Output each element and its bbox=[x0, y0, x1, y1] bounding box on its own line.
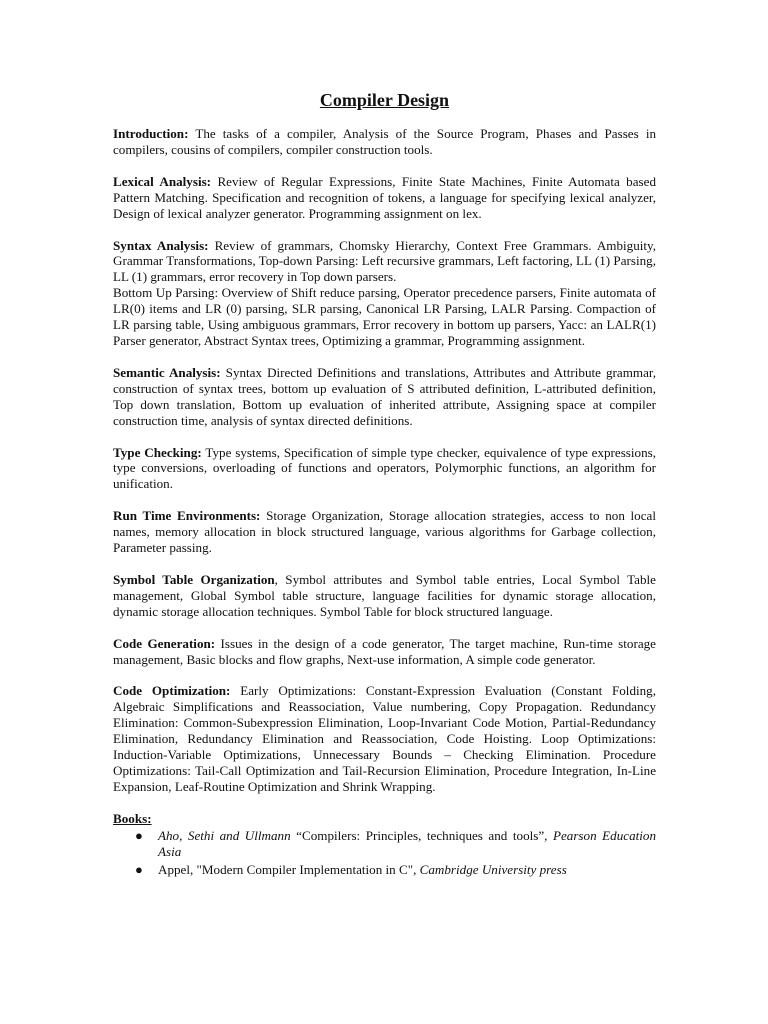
section-paragraph bbox=[113, 285, 656, 349]
books-list bbox=[113, 828, 656, 878]
section-text: Issues in the design of a code generator, The target machine, Run-time storage management, Basic blocks and flow graphs, Next-use information, A simple code generator. bbox=[113, 635, 656, 667]
section-heading: Run Time Environments: bbox=[113, 508, 261, 524]
section-introduction bbox=[113, 126, 656, 158]
section-heading: Introduction: bbox=[113, 126, 189, 141]
section-heading: Type Checking: bbox=[113, 444, 202, 460]
section-symbol-table-organization bbox=[113, 572, 656, 620]
section-paragraph bbox=[113, 174, 656, 222]
page-title: Compiler Design bbox=[319, 90, 450, 110]
section-text: Review of Regular Expressions, Finite State Machines, Finite Automata based Pattern Matching. Specification and recognition of tokens, a language for specifying lexical analyzer, Design of lexical analyzer generator. Programming assignment on lex. bbox=[113, 173, 656, 221]
section-paragraph bbox=[113, 683, 656, 794]
book-publisher: Pearson Education Asia bbox=[158, 827, 656, 859]
section-paragraph bbox=[113, 445, 656, 493]
section-semantic-analysis bbox=[113, 365, 656, 429]
bullet-icon: ● bbox=[135, 861, 143, 877]
book-title: "Modern Compiler Implementation in C", bbox=[193, 861, 420, 877]
section-heading: Code Generation: bbox=[113, 635, 216, 651]
section-text: Syntax Directed Definitions and translations, Attributes and Attribute grammar, construction of syntax trees, bottom up evaluation of S attributed definition, L-attributed definition, Top down translation, Bottom up evaluation of inherited attribute, Assigning space at compiler construction time, analysis of syntax directed definitions. bbox=[113, 364, 656, 428]
section-code-optimization bbox=[113, 683, 656, 794]
section-type-checking bbox=[113, 445, 656, 493]
section-paragraph bbox=[113, 572, 656, 620]
section-text: The tasks of a compiler, Analysis of the Source Program, Phases and Passes in compilers, cousins of compilers, compiler construction tools. bbox=[113, 126, 657, 157]
section-paragraph bbox=[113, 508, 656, 556]
list-item bbox=[135, 827, 656, 860]
section-text: , Symbol attributes and Symbol table entries, Local Symbol Table management, Global Symbol table structure, language facilities for dynamic storage allocation, dynamic storage allocation techniques. Symbol Table for block structured language. bbox=[113, 571, 656, 619]
book-publisher: Cambridge University press bbox=[419, 861, 567, 877]
section-heading: Symbol Table Organization bbox=[113, 571, 275, 587]
section-heading: Semantic Analysis: bbox=[113, 364, 221, 380]
section-text: Type systems, Specification of simple type checker, equivalence of type expressions, type conversions, overloading of functions and operators, Polymorphic functions, an algorithm for unification. bbox=[113, 444, 657, 492]
section-syntax-analysis bbox=[113, 238, 656, 349]
section-paragraph bbox=[113, 238, 656, 286]
book-authors: Appel, bbox=[158, 861, 194, 877]
section-text: Early Optimizations: Constant-Expression Evaluation (Constant Folding, Algebraic Simplifications and Reassociation, Value numbering, Copy Propagation. Redundancy Elimination: Common-Subexpression Elimination, Loop-Invariant Code Motion, Partial-Redundancy Elimination, Redundancy Elimination and Reassociation, Code Hoisting. Loop Optimizations: Induction-Variable Optimizations, Unnecessary Bounds – Checking Elimination. Procedure Optimizations: Tail-Call Optimization and Tail-Recursion Elimination, Procedure Integration, In-Line Expansion, Leaf-Routine Optimization and Shrink Wrapping. bbox=[113, 683, 656, 794]
section-lexical-analysis bbox=[113, 174, 656, 222]
section-heading: Code Optimization: bbox=[113, 683, 231, 699]
section-code-generation bbox=[113, 636, 656, 668]
book-title: “Compilers: Principles, techniques and tools”, bbox=[290, 827, 553, 843]
bullet-icon: ● bbox=[135, 827, 143, 843]
section-text: Bottom Up Parsing: Overview of Shift reduce parsing, Operator precedence parsers, Finite automata of LR(0) items and LR (0) parsing, SLR parsing, Canonical LR Parsing, LALR Parsing. Compaction of LR parsing table, Using ambiguous grammars, Error recovery in bottom up parsers, Yacc: an LALR(1) Parser generator, Abstract Syntax trees, Optimizing a grammar, Programming assignment. bbox=[113, 285, 656, 348]
section-heading: Syntax Analysis: bbox=[113, 237, 209, 253]
section-text: Storage Organization, Storage allocation strategies, access to non local names, memory allocation in block structured language, various algorithms for Garbage collection, Parameter passing. bbox=[113, 508, 656, 556]
section-paragraph bbox=[113, 126, 656, 158]
section-text: Review of grammars, Chomsky Hierarchy, Context Free Grammars. Ambiguity, Grammar Transformations, Top-down Parsing: Left recursive grammars, Left factoring, LL (1) Parsing, LL (1) grammars, error recovery in Top down parsers. bbox=[113, 237, 656, 285]
section-heading: Lexical Analysis: bbox=[113, 173, 212, 189]
document-body bbox=[113, 88, 656, 879]
section-paragraph bbox=[113, 636, 656, 668]
books-heading: Books: bbox=[113, 810, 152, 826]
book-authors: Aho, Sethi and Ullmann bbox=[158, 827, 291, 843]
section-run-time-environments bbox=[113, 508, 656, 556]
section-paragraph bbox=[113, 365, 656, 429]
list-item bbox=[135, 861, 656, 878]
